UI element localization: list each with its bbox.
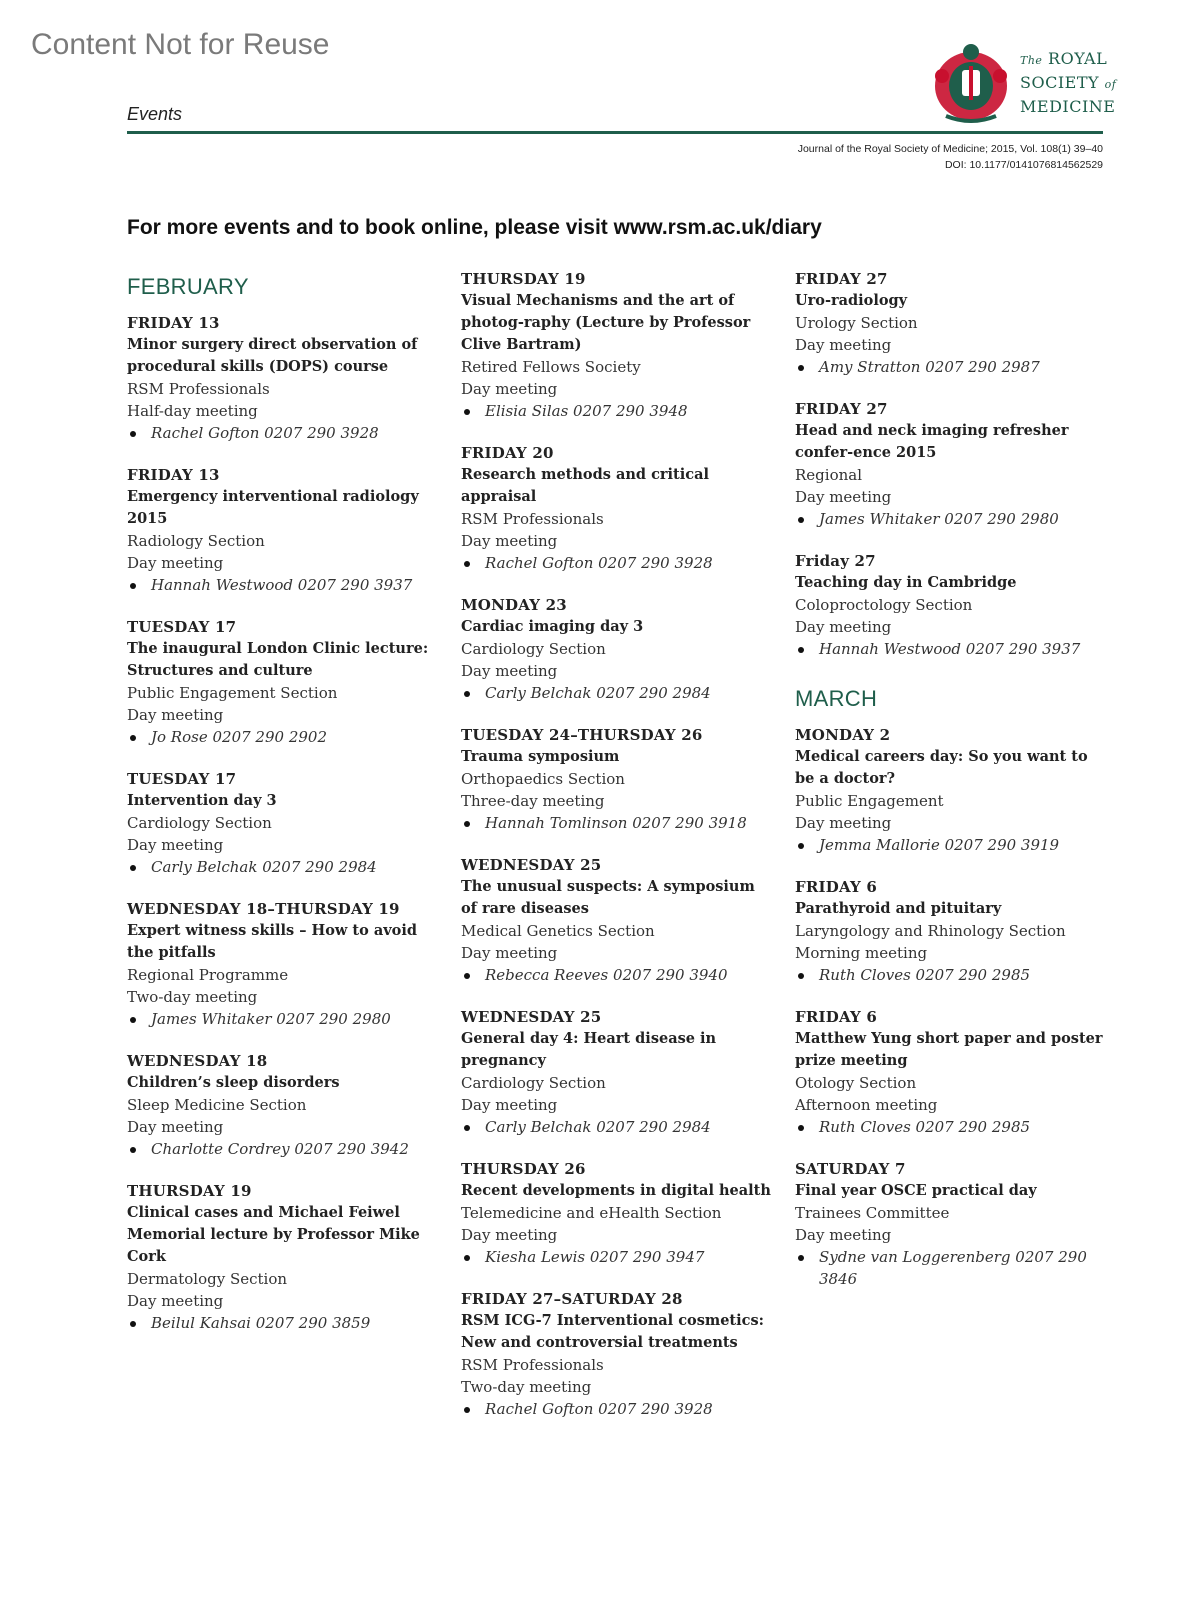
event-type: Day meeting [795, 1226, 892, 1244]
event-date: SATURDAY 7 [795, 1160, 906, 1178]
event-date: FRIDAY 13 [127, 466, 220, 484]
event-type: Day meeting [127, 836, 224, 854]
event-date: THURSDAY 26 [461, 1160, 586, 1178]
event-entry [461, 854, 771, 986]
event-title: Recent developments in digital health [461, 1182, 771, 1199]
event-title: RSM ICG-7 Interventional cosmetics: New and controversial treatments [461, 1312, 764, 1351]
event-title: Research methods and critical appraisal [461, 466, 709, 505]
event-contact: Rachel Gofton 0207 290 3928 [461, 1398, 771, 1420]
event-contact: Carly Belchak 0207 290 2984 [461, 1116, 771, 1138]
citation [798, 141, 1103, 173]
event-entry [795, 268, 1105, 378]
event-title: Minor surgery direct observation of procedural skills (DOPS) course [127, 336, 418, 375]
event-entry [461, 268, 771, 422]
event-entry [461, 1158, 771, 1268]
logo-medicine: MEDICINE [1020, 97, 1116, 116]
event-contact: James Whitaker 0207 290 2980 [795, 508, 1105, 530]
event-type: Day meeting [461, 380, 558, 398]
event-type: Day meeting [795, 814, 892, 832]
event-type: Day meeting [461, 944, 558, 962]
column-1 [127, 268, 437, 1354]
event-type: Day meeting [127, 1118, 224, 1136]
event-organiser: Medical Genetics Section [461, 922, 655, 940]
event-entry [127, 1050, 437, 1160]
event-organiser: RSM Professionals [127, 380, 270, 398]
event-organiser: Regional Programme [127, 966, 289, 984]
event-contact: Charlotte Cordrey 0207 290 3942 [127, 1138, 437, 1160]
event-date: THURSDAY 19 [127, 1182, 252, 1200]
event-title: Uro-radiology [795, 292, 908, 309]
event-contact: Ruth Cloves 0207 290 2985 [795, 1116, 1105, 1138]
event-entry [461, 442, 771, 574]
event-title: General day 4: Heart disease in pregnancy [461, 1030, 717, 1069]
event-organiser: Cardiology Section [461, 640, 606, 658]
event-type: Day meeting [795, 488, 892, 506]
event-entry [461, 594, 771, 704]
event-type: Morning meeting [795, 944, 928, 962]
event-entry [127, 1180, 437, 1334]
event-organiser: RSM Professionals [461, 510, 604, 528]
month-heading-march: MARCH [795, 686, 878, 711]
event-contact: Hannah Westwood 0207 290 3937 [795, 638, 1105, 660]
event-date: WEDNESDAY 18–THURSDAY 19 [127, 900, 400, 918]
event-date: FRIDAY 6 [795, 878, 877, 896]
event-entry [461, 1288, 771, 1420]
event-organiser: Dermatology Section [127, 1270, 288, 1288]
event-contact: Carly Belchak 0207 290 2984 [127, 856, 437, 878]
event-date: THURSDAY 19 [461, 270, 586, 288]
event-contact: Rebecca Reeves 0207 290 3940 [461, 964, 771, 986]
event-title: Teaching day in Cambridge [795, 574, 1017, 591]
event-date: MONDAY 23 [461, 596, 567, 614]
event-organiser: Retired Fellows Society [461, 358, 641, 376]
event-title: Head and neck imaging refresher confer-ence 2015 [795, 422, 1069, 461]
event-title: Intervention day 3 [127, 792, 277, 809]
event-organiser: Sleep Medicine Section [127, 1096, 307, 1114]
event-organiser: Cardiology Section [461, 1074, 606, 1092]
event-organiser: Public Engagement Section [127, 684, 338, 702]
event-title: Clinical cases and Michael Feiwel Memorial lecture by Professor Mike Cork [127, 1204, 420, 1265]
event-date: FRIDAY 6 [795, 1008, 877, 1026]
event-contact: Jo Rose 0207 290 2902 [127, 726, 437, 748]
event-contact: Hannah Tomlinson 0207 290 3918 [461, 812, 771, 834]
event-type: Day meeting [795, 618, 892, 636]
column-3 [795, 268, 1105, 1310]
event-title: The unusual suspects: A symposium of rare diseases [461, 878, 755, 917]
citation-journal: Journal of the Royal Society of Medicine; 2015, Vol. 108(1) 39–40 [797, 143, 1103, 155]
event-type: Day meeting [461, 662, 558, 680]
event-type: Day meeting [127, 706, 224, 724]
event-type: Two-day meeting [461, 1378, 592, 1396]
event-organiser: Orthopaedics Section [461, 770, 625, 788]
event-contact: Ruth Cloves 0207 290 2985 [795, 964, 1105, 986]
event-title: Parathyroid and pituitary [795, 900, 1002, 917]
event-title: Children’s sleep disorders [127, 1074, 340, 1091]
watermark-text: Content Not for Reuse [31, 28, 330, 61]
event-type: Day meeting [127, 1292, 224, 1310]
event-date: WEDNESDAY 25 [461, 856, 602, 874]
event-title: Cardiac imaging day 3 [461, 618, 644, 635]
event-type: Day meeting [127, 554, 224, 572]
event-contact: James Whitaker 0207 290 2980 [127, 1008, 437, 1030]
event-contact: Kiesha Lewis 0207 290 3947 [461, 1246, 771, 1268]
event-date: FRIDAY 27–SATURDAY 28 [461, 1290, 683, 1308]
event-type: Day meeting [461, 532, 558, 550]
event-type: Three-day meeting [461, 792, 605, 810]
event-organiser: Public Engagement [795, 792, 944, 810]
event-type: Day meeting [795, 336, 892, 354]
event-contact: Rachel Gofton 0207 290 3928 [127, 422, 437, 444]
event-entry [127, 464, 437, 596]
rsm-logo [928, 40, 1117, 124]
logo-society: SOCIETY [1020, 73, 1100, 92]
event-type: Day meeting [461, 1226, 558, 1244]
month-heading-february: FEBRUARY [127, 274, 249, 299]
event-entry [795, 550, 1105, 660]
event-date: WEDNESDAY 25 [461, 1008, 602, 1026]
logo-royal: ROYAL [1048, 49, 1108, 68]
event-title: Matthew Yung short paper and poster prize meeting [795, 1030, 1103, 1069]
section-label: Events [127, 104, 183, 124]
event-date: FRIDAY 27 [795, 400, 888, 418]
citation-doi: DOI: 10.1177/0141076814562529 [944, 159, 1103, 171]
event-type: Day meeting [461, 1096, 558, 1114]
logo-wordmark [1020, 48, 1117, 118]
event-entry [127, 768, 437, 878]
crest-icon [928, 40, 1014, 124]
event-organiser: RSM Professionals [461, 1356, 604, 1374]
event-organiser: Trainees Committee [795, 1204, 950, 1222]
event-contact: Rachel Gofton 0207 290 3928 [461, 552, 771, 574]
column-2 [461, 268, 771, 1440]
event-date: TUESDAY 17 [127, 618, 237, 636]
event-contact: Carly Belchak 0207 290 2984 [461, 682, 771, 704]
event-contact: Jemma Mallorie 0207 290 3919 [795, 834, 1105, 856]
event-date: TUESDAY 17 [127, 770, 237, 788]
logo-of: of [1104, 78, 1117, 91]
event-date: TUESDAY 24–THURSDAY 26 [461, 726, 703, 744]
event-date: WEDNESDAY 18 [127, 1052, 268, 1070]
event-entry [461, 724, 771, 834]
event-title: Medical careers day: So you want to be a doctor? [795, 748, 1088, 787]
event-date: FRIDAY 13 [127, 314, 220, 332]
event-organiser: Laryngology and Rhinology Section [795, 922, 1066, 940]
event-organiser: Telemedicine and eHealth Section [461, 1204, 722, 1222]
event-title: Expert witness skills – How to avoid the pitfalls [127, 922, 417, 961]
event-date: FRIDAY 20 [461, 444, 554, 462]
event-contact: Hannah Westwood 0207 290 3937 [127, 574, 437, 596]
event-entry [127, 312, 437, 444]
event-organiser: Radiology Section [127, 532, 265, 550]
event-title: The inaugural London Clinic lecture: Structures and culture [127, 640, 429, 679]
event-date: Friday 27 [795, 552, 876, 570]
event-entry [795, 876, 1105, 986]
event-entry [795, 1158, 1105, 1290]
event-contact: Sydne van Loggerenberg 0207 290 3846 [795, 1246, 1105, 1290]
event-contact: Amy Stratton 0207 290 2987 [795, 356, 1105, 378]
event-type: Half-day meeting [127, 402, 258, 420]
event-contact: Beilul Kahsai 0207 290 3859 [127, 1312, 437, 1334]
headline: For more events and to book online, please visit www.rsm.ac.uk/diary [127, 216, 822, 239]
event-contact: Elisia Silas 0207 290 3948 [461, 400, 771, 422]
event-entry [795, 1006, 1105, 1138]
event-entry [461, 1006, 771, 1138]
event-type: Two-day meeting [127, 988, 258, 1006]
event-organiser: Urology Section [795, 314, 918, 332]
event-date: MONDAY 2 [795, 726, 891, 744]
event-organiser: Cardiology Section [127, 814, 272, 832]
event-organiser: Otology Section [795, 1074, 917, 1092]
event-organiser: Coloproctology Section [795, 596, 973, 614]
event-title: Visual Mechanisms and the art of photog-raphy (Lecture by Professor Clive Bartram) [461, 292, 751, 353]
event-date: FRIDAY 27 [795, 270, 888, 288]
event-entry [127, 898, 437, 1030]
event-type: Afternoon meeting [795, 1096, 938, 1114]
event-entry [795, 398, 1105, 530]
event-organiser: Regional [795, 466, 863, 484]
logo-the: The [1020, 54, 1043, 67]
event-entry [795, 724, 1105, 856]
event-title: Trauma symposium [461, 748, 620, 765]
event-title: Emergency interventional radiology 2015 [127, 488, 419, 527]
event-entry [127, 616, 437, 748]
event-title: Final year OSCE practical day [795, 1182, 1037, 1199]
header-rule [127, 131, 1103, 134]
